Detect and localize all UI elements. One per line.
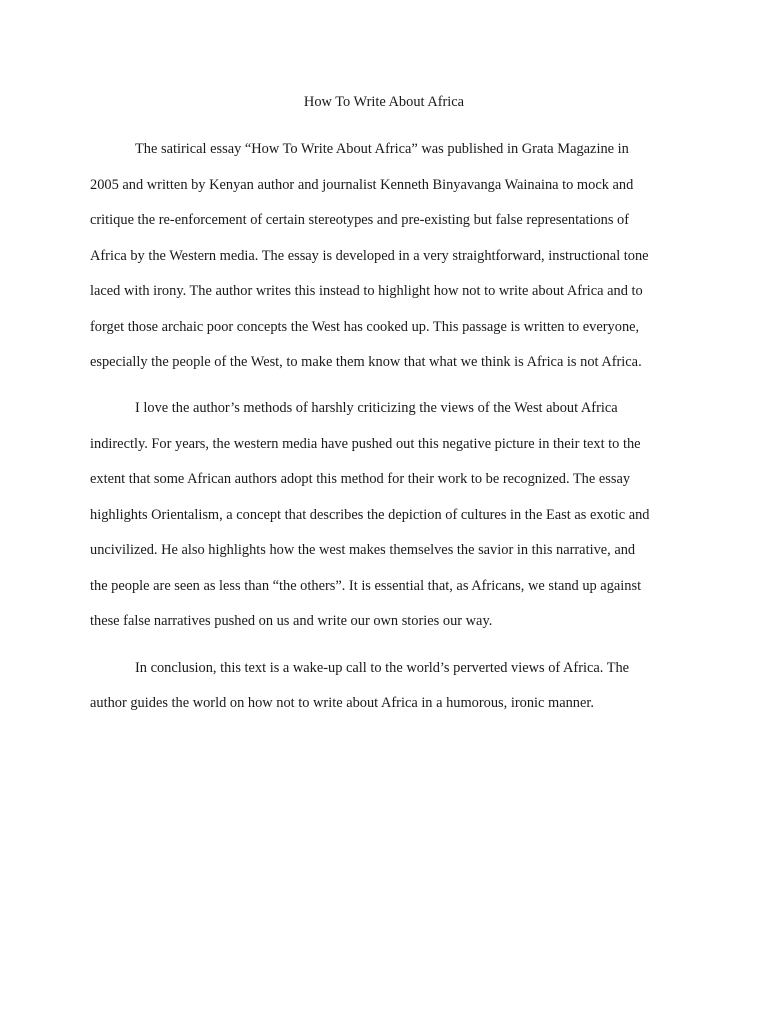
paragraph-line: highlights Orientalism, a concept that describes the depiction of cultures in the East as exotic and (90, 507, 650, 523)
paragraph-line: laced with irony. The author writes this instead to highlight how not to write about Africa and to (90, 283, 643, 299)
paragraph-line: these false narratives pushed on us and write our own stories our way. (90, 613, 493, 629)
paragraph-line: uncivilized. He also highlights how the west makes themselves the savior in this narrative, and (90, 542, 636, 558)
paragraph-line: Africa by the Western media. The essay is developed in a very straightforward, instructional tone (90, 248, 649, 264)
paragraph-line: extent that some African authors adopt this method for their work to be recognized. The essay (90, 471, 631, 487)
paragraph-line: I love the author’s methods of harshly criticizing the views of the West about Africa (135, 400, 618, 416)
paragraph-line: forget those archaic poor concepts the West has cooked up. This passage is written to everyone, (90, 319, 640, 335)
paragraph-line: the people are seen as less than “the others”. It is essential that, as Africans, we stand up against (90, 578, 642, 594)
paragraph-line: In conclusion, this text is a wake-up call to the world’s perverted views of Africa. The (135, 660, 630, 676)
paragraph-line: indirectly. For years, the western media have pushed out this negative picture in their text to the (90, 436, 641, 452)
paragraph-line: critique the re-enforcement of certain stereotypes and pre-existing but false representations of (90, 212, 630, 228)
document-title: How To Write About Africa (303, 94, 465, 110)
paragraph-line: author guides the world on how not to write about Africa in a humorous, ironic manner. (90, 695, 594, 711)
paragraph-line: 2005 and written by Kenyan author and journalist Kenneth Binyavanga Wainaina to mock and (90, 177, 634, 193)
paragraph-line: The satirical essay “How To Write About Africa” was published in Grata Magazine in (135, 141, 629, 157)
paragraph-line: especially the people of the West, to make them know that what we think is Africa is not Africa. (90, 354, 642, 370)
